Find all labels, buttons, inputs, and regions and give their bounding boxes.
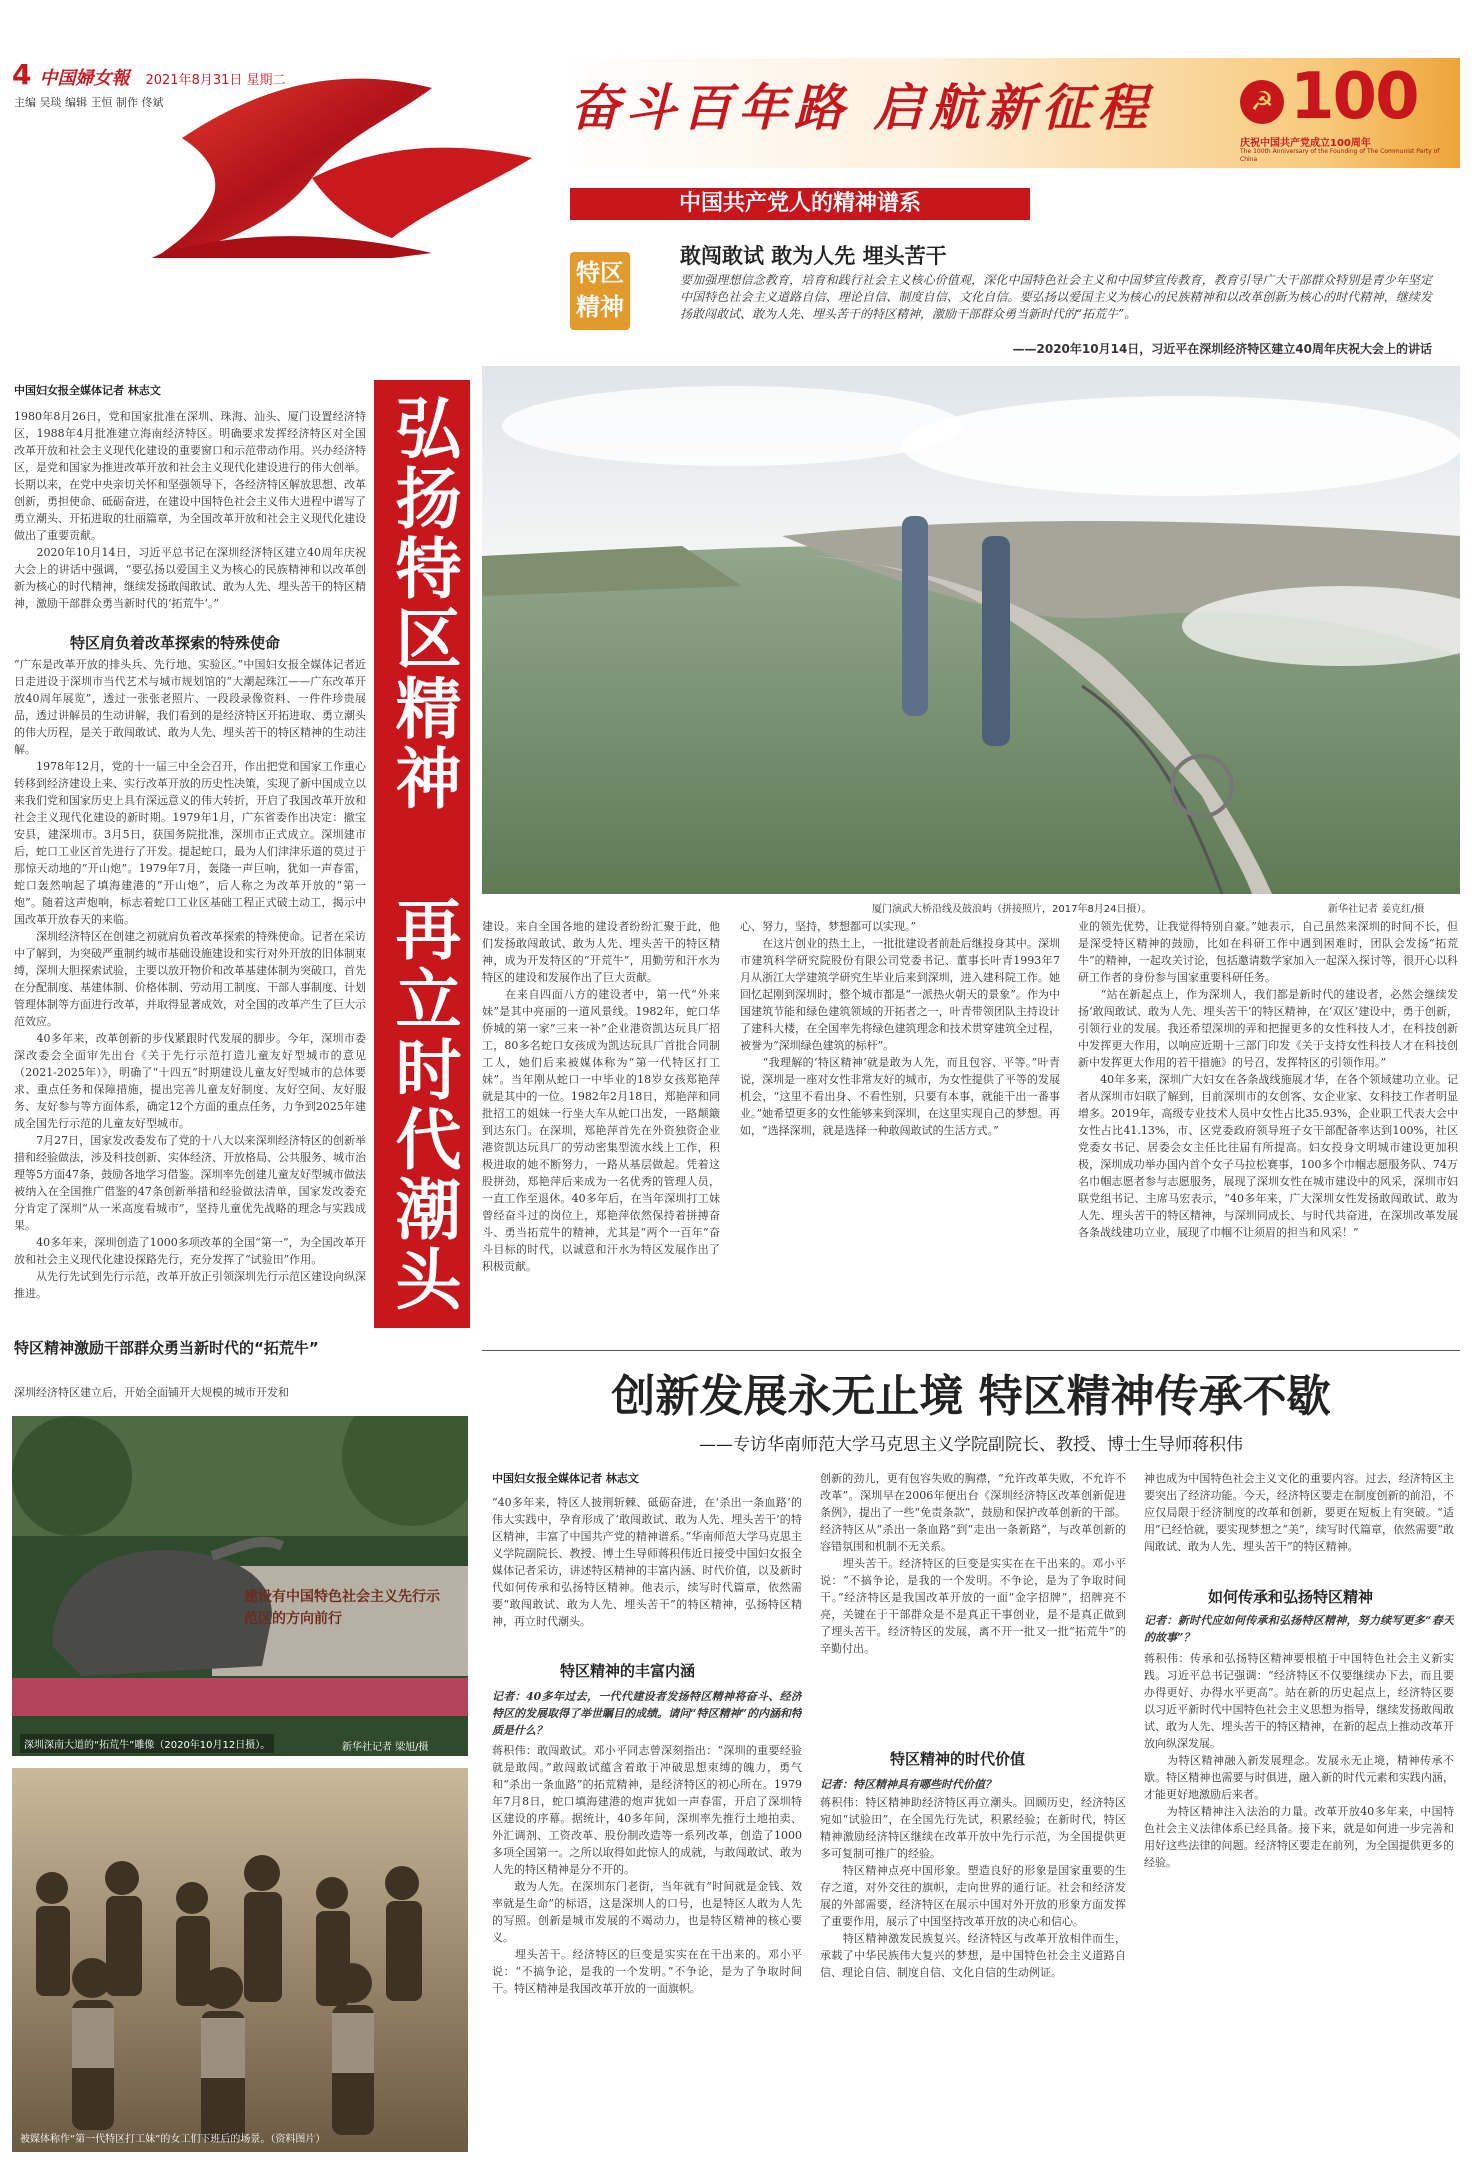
bull-photo-sign: 建设有中国特色社会主义先行示范区的方向前行 bbox=[244, 1589, 440, 1627]
quote-text: 要加强理想信念教育，培育和践行社会主义核心价值观，深化中国特色社会主义和中国梦宣传教育，教育引导广大干部群众特别是青少年坚定中国特色社会主义道路自信、理论自信、制度自信、文化自信。要弘扬以爱国主义为核心的民族精神和以改革创新为核心的时代精神，继续发扬敢闯敢试、敢为人先、埋头苦干的特区精神，激励干部群众勇当新时代的“拓荒牛”。 bbox=[680, 273, 1432, 321]
article1-col2: 建设。来自全国各地的建设者纷纷汇聚于此，他们发扬敢闯敢试、敢为人先、埋头苦干的特区精神，成为开发特区的“开荒牛”，用勤劳和汗水为特区的建设和发展作出了巨大贡献。 在来自四面八方的建设者中，第一代“外来妹”是其中亮丽的一道风景线。1982年，蛇口华侨城的第一家“三来一补”企业港资凯达玩具厂招工，80多名蛇口女孩成为凯达玩具厂首批合同制工人，她们后来被媒体称为“第一代特区打工妹”。当年刚从蛇口一中毕业的18岁女孩郑艳萍就是其中的一位。1982年2月18日，郑艳萍和同批招工的姐妹一行坐大车从蛇口出发，一路颠簸到达东门。在深圳，郑艳萍首先在外资独资企业港资凯达玩具厂的劳动密集型流水线上工作，积极进取的她不断努力，一路从基层做起。凭着这股拼劲，郑艳萍后来成为一名优秀的管理人员，一直工作至退休。40多年后，在当年深圳打工妹曾经奋斗过的岗位上，郑艳萍依然保持着拼搏奋斗、勇当拓荒牛的精神，尤其是“两个一百年”奋斗目标的时代，以诚意和汗水为特区发展作出了积极贡献。 bbox=[482, 920, 720, 1273]
article1-subhead-1: 特区肩负着改革探索的特殊使命 bbox=[70, 634, 281, 652]
banner bbox=[560, 58, 1460, 168]
article2-subhead-3: 如何传承和弘扬特区精神 bbox=[1208, 1588, 1374, 1606]
spirit-motto: 敢闯敢试 敢为人先 埋头苦干 bbox=[680, 244, 947, 268]
bull-photo bbox=[12, 1416, 468, 1756]
article1-headline: 弘扬特区精神 再立时代潮头 bbox=[384, 394, 461, 1315]
article2-subhead-2: 特区精神的时代价值 bbox=[890, 1750, 1026, 1768]
page-number: 4 bbox=[12, 58, 32, 91]
article2-byline: 中国妇女报全媒体记者 林志文 bbox=[492, 1472, 639, 1485]
article1-para2: “广东是改革开放的排头兵、先行地、实验区。”中国妇女报全媒体记者近日走进设于深圳市当代艺术与城市规划馆的“大潮起珠江——广东改革开放40周年展览”，透过一张张老照片、一段段录像资料、一件件珍贵展品，透过讲解员的生动讲解，我们看到的是经济特区开拓进取、勇立潮头的伟大历程，是关于敢闯敢试、敢为人先、埋头苦干的特区精神的生动注解。 1978年12月，党的十一届三中全会召开，作出把党和国家工作重心转移到经济建设上来、实行改革开放的历史性决策，实现了新中国成立以来我们党和国家历史上具有深远意义的伟大转折，开启了我国改革开放和社会主义现代化建设的新时期。1979年1月，广东省委作出决定：撤宝安县，建深圳市。3月5日，获国务院批准，深圳市正式成立。深圳建市后，蛇口工业区首先进行了开发。提起蛇口，最为人们津津乐道的莫过于那惊天动地的“开山炮”。1979年7月，轰隆一声巨响，犹如一声春雷，蛇口轰然响起了填海建港的“开山炮”，后人称之为改革开放的“第一炮”。随着这声炮响，标志着蛇口工业区基础工程正式破土动工，揭示中国改革开放春天的来临。 深圳经济特区在创建之初就肩负着改革探索的特殊使命。记者在采访中了解到，为突破严重制约城市基础设施建设和实行对外开放的旧体制束缚，深圳大胆探索试验，主要以放开物价和改革基建体制为突破口，首先在分配制度、基建体制、价格体制、劳动用工制度、干部人事制度、计划管理体制等方面进行改革，并取得显著成效，对全国的改革产生了巨大示范效应。 40多年来，改革创新的步伐紧跟时代发展的脚步。今年，深圳市委深改委会全面审先出台《关于先行示范打造儿童友好型城市的意见（2021-2025年）》，明确了“十四五”时期建设儿童友好型城市的总体要求、重点任务和保障措施，提出完善儿童友好制度、友好空间、友好服务、友好参与等方面体系，确定12个方面的重点任务，力争到2025年建成全国先行示范的儿童友好型城市。 7月27日，国家发改委发布了党的十八大以来深圳经济特区的创新举措和经验做法，涉及科技创新、实体经济、开放格局、公共服务、城市治理等5方面47条，鼓励各地学习借鉴。深圳率先创建儿童友好型城市做法被纳入在全国推广借鉴的47条创新举措和经验做法清单，国家发改委充分肯定了深圳“从一米高度看城市”，坚持儿童优先战略的理念与实践成果。 40多年来，深圳创造了1000多项改革的全国“第一”，为全国改革开放和社会主义现代化建设探路先行，充分发挥了“试验田”作用。 从先行先试到先行示范，改革开放正引领深圳先行示范区建设向纵深推进。 bbox=[14, 658, 366, 1300]
spirit-badge: 特区精神 bbox=[570, 252, 630, 330]
article2-headline: 创新发展永无止境 特区精神传承不歇 bbox=[611, 1371, 1331, 1422]
aerial-city-photo bbox=[482, 366, 1460, 894]
quote-source: ——2020年10月14日，习近平在深圳经济特区建立40周年庆祝大会上的讲话 bbox=[1012, 342, 1432, 356]
anniversary-logo bbox=[1236, 60, 1452, 166]
article1-para1: 1980年8月26日，党和国家批准在深圳、珠海、汕头、厦门设置经济特区，1988年4月批准建立海南经济特区。明确要求发挥经济特区对全国改革开放和社会主义现代化建设的重要窗口和示范带动作用。兴办经济特区，是党和国家为推进改革开放和社会主义现代化建设进行的伟大创举。长期以来，在党中央亲切关怀和坚强领导下，各经济特区解放思想、改革创新，勇担使命、砥砺奋进，在建设中国特色社会主义伟大进程中谱写了勇立潮头、开拓进取的壮丽篇章，为全国改革开放和社会主义现代化建设做出了重要贡献。 2020年10月14日，习近平总书记在深圳经济特区建立40周年庆祝大会上的讲话中强调，“要弘扬以爱国主义为核心的民族精神和以改革创新为核心的时代精神，继续发扬敢闯敢试、敢为人先、埋头苦干的特区精神，激励干部群众勇当新时代的‘拓荒牛’。” bbox=[14, 410, 366, 610]
workers-photo bbox=[12, 1768, 468, 2152]
main-photo-caption: 厦门演武大桥沿线及鼓浪屿（拼接照片，2017年8月24日摄）。 bbox=[872, 904, 1152, 915]
main-photo-credit: 新华社记者 姜克红/摄 bbox=[1328, 904, 1425, 915]
article2-subtitle: ——专访华南师范大学马克思主义学院副院长、教授、博士生导师蒋积伟 bbox=[699, 1435, 1243, 1455]
article2-col3: 神也成为中国特色社会主义文化的重要内容。过去，经济特区主要突出了经济功能。今天，经济特区要走在制度创新的前沿，不应仅局限于经济制度的改革和创新，要更在短板上有突破。“适用”已经恰就，要实现梦想之“美”，续写时代篇章，依然需要“敢闯敢试、敢为人先、埋头苦干”的特区精神。 bbox=[1144, 1472, 1454, 1553]
first-generation-workers-photo bbox=[12, 1768, 468, 2152]
article2-answer-3: 蒋积伟：传承和弘扬特区精神要根植于中国特色社会主义新实践。习近平总书记强调：“经济特区不仅要继续办下去，而且要办得更好、办得水平更高”。站在新的历史起点上，经济特区要以习近平新时代中国特色社会主义思想为指导，继续发扬敢闯敢试、敢为人先、埋头苦干的特区精神，在新的起点上推动改革开放向纵深发展。 为特区精神融入新发展理念。发展永无止境，精神传承不歇。特区精神也需要与时俱进，融入新的时代元素和实践内涵，才能更好地激励后来者。 为特区精神注入法治的力量。改革开放40多年来，中国特色社会主义法律体系已经具备。接下来，就是如何进一步完善和用好这些法律的问题。经济特区要走在前列，为全国提供更多的经验。 bbox=[1144, 1652, 1454, 1869]
article2-question-3: 记者：新时代应如何传承和弘扬特区精神，努力续写更多“春天的故事”？ bbox=[1144, 1614, 1454, 1644]
article2-answer-2: 蒋积伟：特区精神助经济特区再立潮头。回顾历史，经济特区宛如“试验田”，在全国先行先试，积累经验；在新时代，特区精神激励经济特区继续在改革开放中先行示范，为全国提供更多可复制可推广的经验。 特区精神点亮中国形象。塑造良好的形象是国家重要的生存之道，对外交往的旗帜，走向世界的通行证。社会和经济发展的外部需要，经济特区在展示中国对外开放的形象方面发挥了重要作用，展示了中国坚持改革开放的决心和信心。 特区精神激发民族复兴。经济特区与改革开放相伴而生，承载了中华民族伟大复兴的梦想，是中国特色社会主义道路自信、理论自信、制度自信、文化自信的生动例证。 bbox=[820, 1796, 1126, 1979]
workers-photo-caption: 被媒体称作“第一代特区打工妹”的女工们下班后的场景。（资料图片） bbox=[20, 2134, 326, 2145]
article1-col3: 心、努力，坚持，梦想都可以实现。” 在这片创业的热土上，一批批建设者前赴后继投身其中。深圳市建筑科学研究院股份有限公司党委书记、董事长叶青1993年7月从浙江大学建筑学研究生毕业后来到深圳，进入建科院工作。她回忆起刚到深圳时，整个城市都是“一派热火朝天的景象”。作为中国建筑节能和绿色建筑领域的开拓者之一，叶青带领团队主持设计了建科大楼，在全国率先将绿色建筑理念和技术贯穿建筑全过程，被誉为“深圳绿色建筑的标杆”。 “我理解的‘特区精神’就是敢为人先，而且包容、平等。”叶青说，深圳是一座对女性非常友好的城市，为女性提供了平等的发展机会，“这里不看出身、不看性别，只要有本事，就能干出一番事业。”她希望更多的女性能够来到深圳，在这里实现自己的梦想。再如，“选择深圳，就是选择一种敢闯敢试的生活方式。” bbox=[740, 920, 1060, 1137]
banner-title: 奋斗百年路 启航新征程 bbox=[570, 78, 1154, 137]
staff-line: 主编 吴琰 编辑 王恒 制作 佟斌 bbox=[14, 96, 164, 109]
article1-byline: 中国妇女报全媒体记者 林志文 bbox=[14, 384, 161, 397]
anniversary-caption: 庆祝中国共产党成立100周年 bbox=[1240, 138, 1371, 149]
article2-col1-intro: “40多年来，特区人披荆斩棘、砥砺奋进，在‘杀出一条血路’的伟大实践中，孕育形成了‘敢闯敢试、敢为人先、埋头苦干’的特区精神，丰富了中国共产党的精神谱系。”华南师范大学马克思主义学院副院长、教授、博士生导师蒋积伟近日接受中国妇女报全媒体记者采访，讲述特区精神的丰富内涵、时代价值，以及新时代如何传承和弘扬特区精神。他表示，续写时代篇章，依然需要“敢闯敢试、敢为人先、埋头苦干”的特区精神，弘扬特区精神，再立时代潮头。 bbox=[492, 1496, 802, 1628]
paper-name: 中国婦女報 bbox=[39, 68, 130, 89]
anniversary-number: 100 bbox=[1290, 60, 1418, 134]
section-divider bbox=[482, 1350, 1460, 1351]
issue-date: 2021年8月31日 星期二 bbox=[145, 73, 286, 88]
article2-col2: 创新的劲儿，更有包容失败的胸襟，“允许改革失败，不允许不改革”。深圳早在2006年便出台《深圳经济特区改革创新促进条例》，提出了一些“免责条款”，鼓励和保护改革创新的干部。经济特区从“杀出一条血路”到“走出一条新路”，与改革创新的容错氛围和机制不无关系。 埋头苦干。经济特区的巨变是实实在在干出来的。邓小平说：“不搞争论，是我的一个发明。不争论，是为了争取时间干。”经济特区是我国改革开放的一面“金字招牌”，招牌亮不亮，关键在于干部群众是不是真正干事创业，是不是真正做到了埋头苦干。经济特区的发展，离不开一批又一批“拓荒牛”的辛勤付出。 bbox=[820, 1472, 1126, 1655]
banner-subtitle: 中国共产党人的精神谱系 bbox=[570, 188, 1030, 220]
article2-answer-1: 蒋积伟：敢闯敢试。邓小平同志曾深刻指出：“深圳的重要经验就是敢闯。”敢闯敢试蕴含着敢于冲破思想束缚的魄力，勇气和“杀出一条血路”的拓荒精神，是经济特区的初心所在。1979年7月8日，蛇口填海建港的炮声犹如一声春雷，开启了深圳特区建设的序幕。据统计，40多年间，深圳率先推行土地拍卖、外汇调剂、工资改革、股份制改造等一系列改革，创造了1000多项全国第一。之所以取得如此惊人的成就，与敢闯敢试、敢为人先的特区精神是分不开的。 敢为人先。在深圳东门老街，当年就有“时间就是金钱、效率就是生命”的标语，这是深圳人的口号，也是特区人敢为人先的写照。创新是城市发展的不竭动力，也是特区精神的核心要义。 埋头苦干。经济特区的巨变是实实在在干出来的。邓小平说：“不搞争论，是我的一个发明。”不争论，是为了争取时间干。特区精神是我国改革开放的一面旗帜。 bbox=[492, 1744, 802, 1995]
bull-photo-caption: 深圳深南大道的“拓荒牛”雕像（2020年10月12日摄）。 bbox=[20, 1734, 274, 1753]
article1-para3: 深圳经济特区建立后，开始全面铺开大规模的城市开发和 bbox=[14, 1386, 289, 1399]
article2-question-2: 记者：特区精神具有哪些时代价值？ bbox=[820, 1778, 996, 1791]
article1-headline-box bbox=[374, 380, 470, 1328]
main-photo bbox=[482, 366, 1460, 894]
party-emblem-icon: ☭ bbox=[1240, 80, 1284, 124]
bull-photo-credit: 新华社记者 梁旭/摄 bbox=[342, 1742, 429, 1753]
article1-subhead-2: 特区精神激励干部群众勇当新时代的“拓荒牛” bbox=[14, 1339, 319, 1357]
article2-question-1: 记者：40多年过去，一代代建设者发扬特区精神将奋斗、经济特区的发展取得了举世瞩目的成绩。请问“特区精神”的内涵和特质是什么？ bbox=[492, 1690, 802, 1737]
anniversary-caption-en: The 100th Anniversary of the Founding of The Communist Party of China bbox=[1240, 148, 1440, 163]
article2-subhead-1: 特区精神的丰富内涵 bbox=[560, 1662, 696, 1680]
article1-col4: 业的领先优势，让我觉得特别自豪。”她表示，自己虽然来深圳的时间不长，但是深受特区精神的鼓励，比如在科研工作中遇到困难时，团队会发扬“拓荒牛”的精神，一起攻关讨论，包括邀请数学家加入一起深入探讨等，很开心以科研工作者的身份参与国家重要科研任务。 “站在新起点上，作为深圳人，我们都是新时代的建设者，必然会继续发扬‘敢闯敢试、敢为人先、埋头苦干’的特区精神，在‘双区’建设中，勇于创新，引领行业的发展。我还希望深圳的弄和把握更多的女性科技人才，在科技创新中发挥更大作用，以响应近期十三部门印发《关于支持女性科技人才在科技创新中发挥更大作用的若干措施》的号召，发挥特区的引领作用。” 40年多来，深圳广大妇女在各条战线施展才华，在各个领域建功立业。记者从深圳市妇联了解到，目前深圳市的女创客、女企业家、女科技工作者明显增多。2019年，高级专业技术人员中女性占比35.93%，企业职工代表大会中女性占比41.13%，市、区党委政府领导班子女干部配备率达到100%，社区党委女书记、居委会女主任比往届有所提高。妇女投身文明城市建设更加积极，深圳成功举办国内首个女子马拉松赛事，100多个巾帼志愿服务队、74万名巾帼志愿者参与志愿服务，展现了深圳女性在城市建设中的风采，深圳市妇联党组书记、主席马宏表示，“40多年来，广大深圳女性发扬敢闯敢试、敢为人先、埋头苦干的特区精神，与深圳同成长、与时代共奋进，在深圳改革发展各条战线建功立业，展现了巾帼不让须眉的担当和风采！” bbox=[1078, 920, 1458, 1239]
